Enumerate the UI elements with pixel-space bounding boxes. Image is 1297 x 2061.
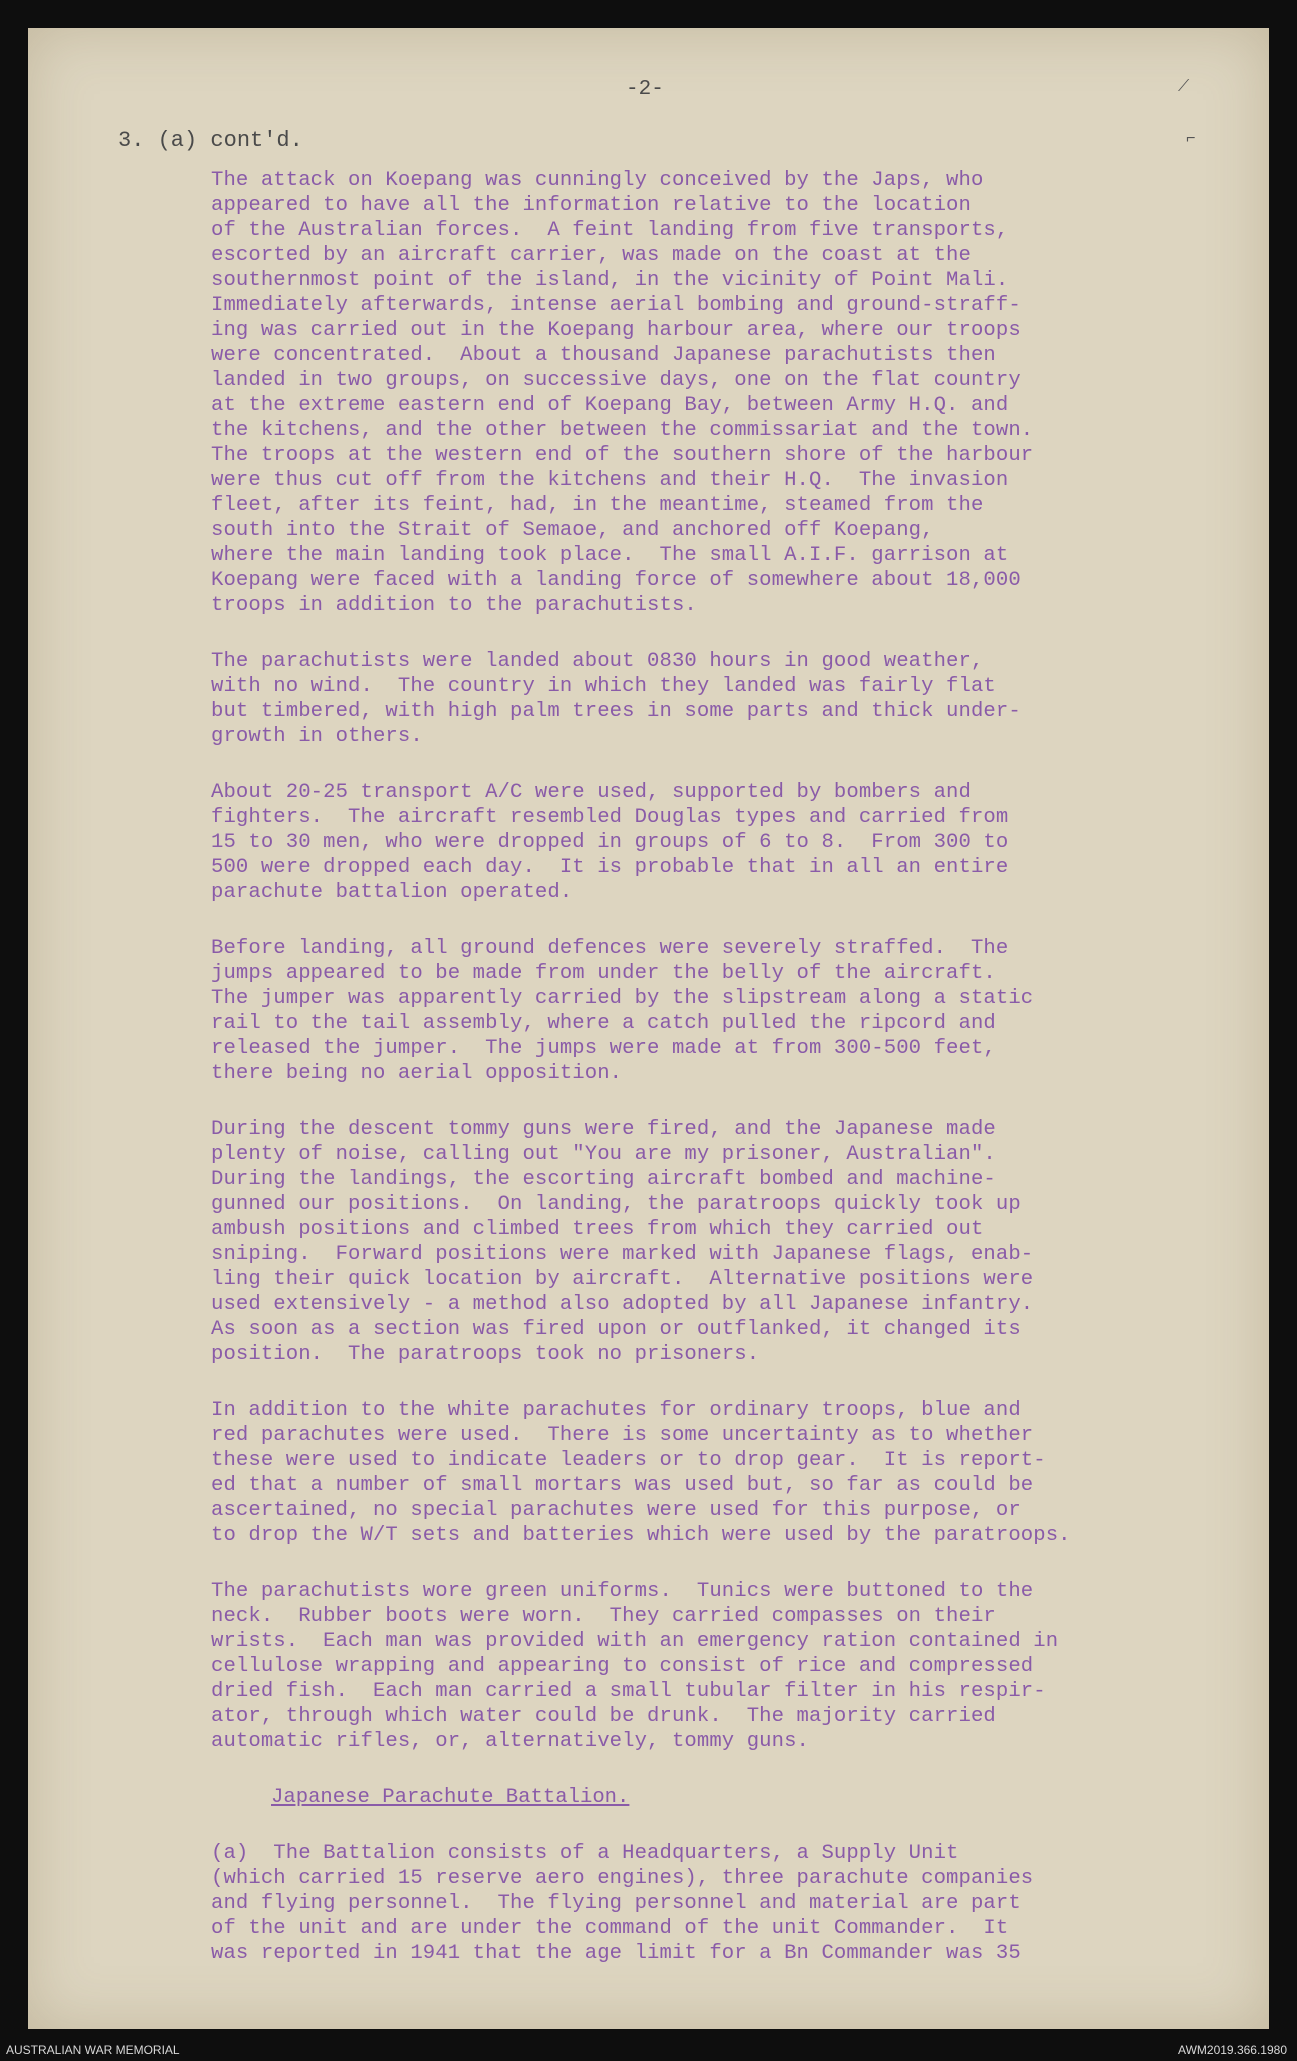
paragraph-list [211,168,1251,1754]
paragraph [211,1579,1251,1754]
text-line: The jumper was apparently carried by the slipstream along a static [211,987,1034,1010]
text-line: Koepang were faced with a landing force of somewhere about 18,000 [211,569,1021,592]
footer-credit: AUSTRALIAN WAR MEMORIAL [6,2043,180,2057]
subheading: Japanese Parachute Battalion. [271,1786,630,1809]
text-line: ing was carried out in the Koepang harbour area, where our troops [211,319,1021,342]
section-heading: 3. (a) cont'd. [118,128,303,153]
text-line: plenty of noise, calling out "You are my prisoner, Australian". [211,1143,996,1166]
final-paragraph [211,1841,1251,1966]
text-line: released the jumper. The jumps were made at from 300-500 feet, [211,1037,996,1060]
text-line: 15 to 30 men, who were dropped in groups of 6 to 8. From 300 to [211,831,1009,854]
paragraph [211,649,1251,749]
footer-accession-number: AWM2019.366.1980 [1178,2043,1287,2057]
text-line: where the main landing took place. The small A.I.F. garrison at [211,544,1009,567]
text-line: fleet, after its feint, had, in the meantime, steamed from the [211,494,984,517]
text-line: ascertained, no special parachutes were used for this purpose, or [211,1499,1021,1522]
text-line: Before landing, all ground defences were severely straffed. The [211,937,1009,960]
text-line: escorted by an aircraft carrier, was made on the coast at the [211,244,971,267]
text-line: southernmost point of the island, in the vicinity of Point Mali. [211,269,1009,292]
text-line: of the Australian forces. A feint landing from five transports, [211,219,1009,242]
text-line: troops in addition to the parachutists. [211,594,697,617]
text-line: The attack on Koepang was cunningly conceived by the Japs, who [211,169,984,192]
text-line: and flying personnel. The flying personnel and material are part [211,1892,1021,1915]
scratch-mark-icon: ⟋ [1178,78,1190,96]
text-line: with no wind. The country in which they landed was fairly flat [211,675,996,698]
text-line: ling their quick location by aircraft. Alternative positions were [211,1268,1034,1291]
text-line: As soon as a section was fired upon or outflanked, it changed its [211,1318,1021,1341]
text-line: fighters. The aircraft resembled Douglas types and carried from [211,806,1009,829]
text-line: were concentrated. About a thousand Japanese parachutists then [211,344,996,367]
text-line: at the extreme eastern end of Koepang Bay, between Army H.Q. and [211,394,1009,417]
paragraph [211,1117,1251,1367]
text-line: The parachutists were landed about 0830 hours in good weather, [211,650,984,673]
text-line: neck. Rubber boots were worn. They carried compasses on their [211,1605,996,1628]
text-line: position. The paratroops took no prisoners. [211,1343,760,1366]
text-line: 500 were dropped each day. It is probable that in all an entire [211,856,1009,879]
text-line: but timbered, with high palm trees in some parts and thick under- [211,700,1021,723]
text-line: The troops at the western end of the southern shore of the harbour [211,444,1034,467]
text-line: ambush positions and climbed trees from which they carried out [211,1218,984,1241]
text-line: (which carried 15 reserve aero engines), three parachute companies [211,1867,1034,1890]
text-line: ed that a number of small mortars was used but, so far as could be [211,1474,1034,1497]
text-line: rail to the tail assembly, where a catch pulled the ripcord and [211,1012,996,1035]
pencil-mark-icon: ⌐ [1186,130,1196,148]
text-line: ator, through which water could be drunk. The majority carried [211,1705,996,1728]
text-line: (a) The Battalion consists of a Headquarters, a Supply Unit [211,1842,959,1865]
paragraph [211,1398,1251,1548]
text-line: jumps appeared to be made from under the belly of the aircraft. [211,962,996,985]
text-line: sniping. Forward positions were marked with Japanese flags, enab- [211,1243,1034,1266]
text-line: of the unit and are under the command of the unit Commander. It [211,1917,1009,1940]
text-line: there being no aerial opposition. [211,1062,623,1085]
text-line: automatic rifles, or, alternatively, tommy guns. [211,1730,809,1753]
page-number: -2- [626,78,664,101]
text-line: the kitchens, and the other between the commissariat and the town. [211,419,1034,442]
text-line: During the descent tommy guns were fired, and the Japanese made [211,1118,996,1141]
document-page [28,28,1269,2029]
text-line: wrists. Each man was provided with an emergency ration contained in [211,1630,1059,1653]
text-line: appeared to have all the information relative to the location [211,194,971,217]
text-line: About 20-25 transport A/C were used, supported by bombers and [211,781,971,804]
text-line: landed in two groups, on successive days, one on the flat country [211,369,1021,392]
text-line: In addition to the white parachutes for ordinary troops, blue and [211,1399,1021,1422]
paragraph [211,780,1251,905]
text-line: south into the Strait of Semaoe, and anchored off Koepang, [211,519,934,542]
text-line: gunned our positions. On landing, the paratroops quickly took up [211,1193,1021,1216]
paragraph [211,936,1251,1086]
text-line: growth in others. [211,725,423,748]
text-line: parachute battalion operated. [211,881,573,904]
paragraph [211,168,1251,618]
text-line: was reported in 1941 that the age limit for a Bn Commander was 35 [211,1942,1021,1965]
text-line: red parachutes were used. There is some uncertainty as to whether [211,1424,1034,1447]
text-line: used extensively - a method also adopted by all Japanese infantry. [211,1293,1034,1316]
text-line: During the landings, the escorting aircraft bombed and machine- [211,1168,996,1191]
document-body [211,168,1251,1997]
text-line: these were used to indicate leaders or to drop gear. It is report- [211,1449,1046,1472]
text-line: cellulose wrapping and appearing to consist of rice and compressed [211,1655,1034,1678]
text-line: The parachutists wore green uniforms. Tunics were buttoned to the [211,1580,1034,1603]
text-line: Immediately afterwards, intense aerial bombing and ground-straff- [211,294,1021,317]
text-line: to drop the W/T sets and batteries which were used by the paratroops. [211,1524,1071,1547]
text-line: were thus cut off from the kitchens and their H.Q. The invasion [211,469,1009,492]
text-line: dried fish. Each man carried a small tubular filter in his respir- [211,1680,1046,1703]
